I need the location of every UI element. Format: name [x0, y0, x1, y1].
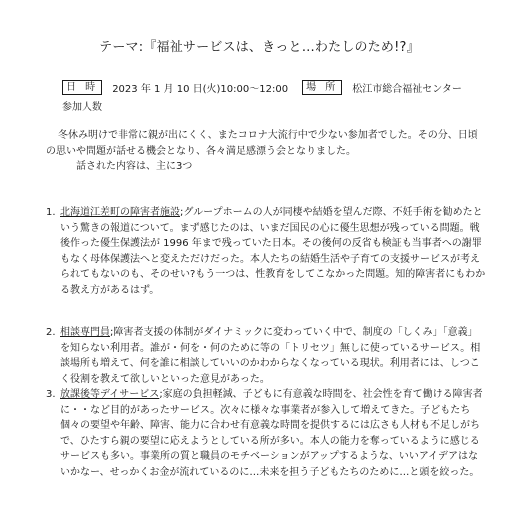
intro-section — [46, 128, 486, 175]
venue-value: 松江市総合福祉センター — [352, 84, 462, 95]
topic-number: 2. — [46, 327, 56, 338]
attendance-label: 参加人数 — [62, 102, 102, 113]
topic-item-2 — [46, 325, 486, 387]
topic-heading: 放課後等デイサービス — [60, 389, 160, 400]
topic-heading: 相談専門員 — [60, 327, 110, 338]
topic-number: 3. — [46, 389, 56, 400]
topic-body: ;家庭の負担軽減、子どもに有意義な時間を、社会性を育て働ける障害者に・・など目的があったサービス。次々に様々な事業者が参入して増えてきた。子どもたち個々の要望や年齢、障害、能力に合わせ有意義な時間を提供するには広さも人材も不足しがちで、ひたすら親の要望に応えようとしている所が多い。本人の能力を奪っているように感じるサービスも多い。事業所の質と職員のモチベーションがアップするような、いいアイデアはないかなー、せっかくお金が流れているのに…未来を担う子どもたちのために…と頭を絞った。 — [60, 389, 483, 478]
topic-body: ;グループホームの人が同棲や結婚を望んだ際、不妊手術を勧めたという驚きの報道について。まず感じたのは、いまだ国民の心に優生思想が残っている問題。戦後作った優生保護法が 1996 年まで残っていた日本。その後何の反省も検証も当事者への謝罪もなく母体保護法へと変えただけだった。本人たちの結婚生活や子育ての支援サービスが考えられてもないのも、そのせい?もう一つは、性教育をしてこなかった問題。知的障害者にもわかる教え方があるはず。 — [60, 207, 486, 296]
meeting-info-row — [62, 80, 462, 95]
document-title: テーマ:『福祉サービスは、きっと…わたしのため!?』 — [99, 40, 420, 55]
topic-heading: 北海道江差町の障害者施設 — [60, 207, 180, 218]
discussed-topics-lead: 話された内容は、主に3つ — [76, 161, 193, 172]
venue-label: 場 所 — [302, 80, 342, 95]
intro-paragraph: 冬休み明けで非常に親が出にくく、またコロナ大流行中で少ない参加者でした。その分、日頃の思いや問題が話せる機会となり、各々満足感漂う会となりました。 — [46, 130, 478, 157]
topic-text — [60, 325, 486, 387]
topic-item-3 — [46, 387, 486, 480]
topic-text — [60, 387, 486, 480]
topic-item-1 — [46, 205, 486, 298]
date-value: 2023 年 1 月 10 日(火)10:00～12:00 — [112, 84, 289, 95]
topic-text — [60, 205, 486, 298]
date-label: 日 時 — [62, 80, 102, 95]
topic-number: 1. — [46, 207, 56, 218]
topic-body: ;障害者支援の体制がダイナミックに変わっていく中で、制度の「しくみ」「意義」を知らない利用者。誰が・何を・何のために等の「トリセツ」無しに使っているサービス。相談場所も増えて、何を誰に相談していいのかわからなくなっている現状。利用者には、しつこく役割を教えて欲しいといった意見があった。 — [60, 327, 481, 385]
